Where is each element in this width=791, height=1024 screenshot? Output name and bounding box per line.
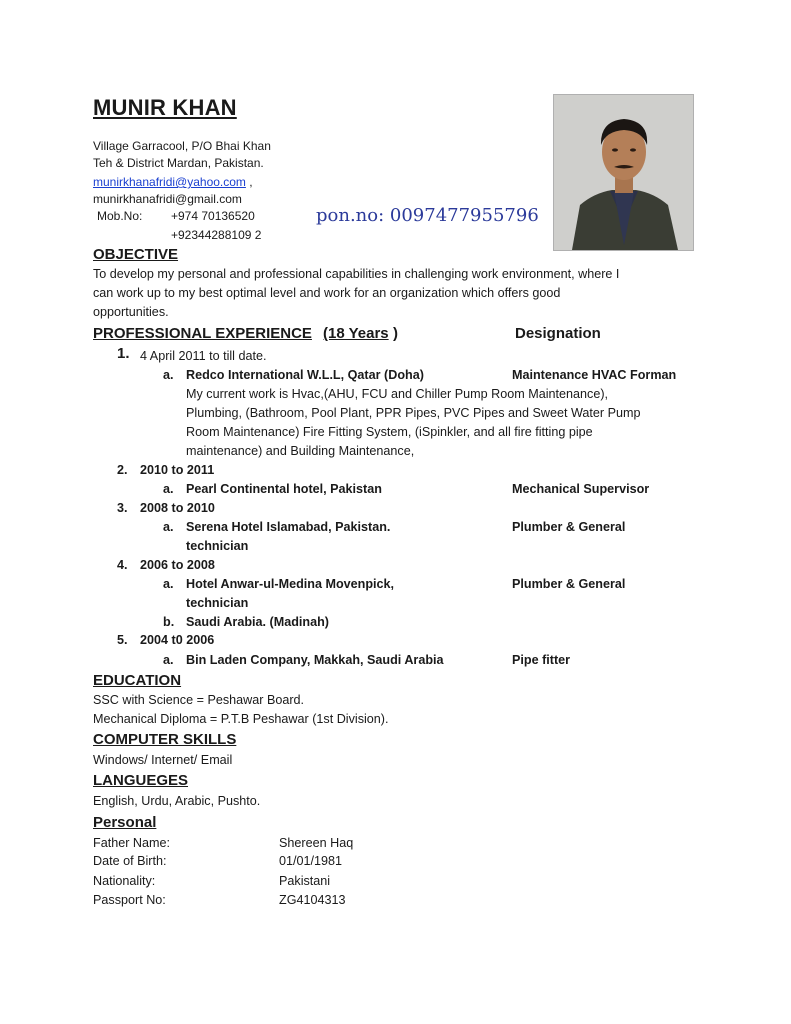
experience-designation-4: Plumber & General — [512, 577, 626, 591]
mobile-number-1: +974 70136520 — [171, 209, 255, 223]
email-line-1 — [93, 173, 253, 191]
personal-value-passport: ZG4104313 — [279, 893, 346, 907]
experience-years-text: (18 Years — [323, 325, 389, 342]
email-gmail: munirkhanafridi@gmail.com — [93, 192, 242, 206]
personal-label-father: Father Name: — [93, 836, 170, 850]
mobile-label: Mob.No: — [97, 209, 143, 223]
personal-value-father: Shereen Haq — [279, 836, 354, 850]
computer-skills-line-1: Windows/ Internet/ Email — [93, 753, 233, 767]
languages-line-1: English, Urdu, Arabic, Pushto. — [93, 794, 261, 808]
experience-company-5: Bin Laden Company, Makkah, Saudi Arabia — [186, 653, 444, 667]
experience-period-2: 2010 to 2011 — [140, 463, 215, 477]
education-line-2: Mechanical Diploma = P.T.B Peshawar (1st Division). — [93, 712, 389, 726]
personal-label-passport: Passport No: — [93, 893, 166, 907]
candidate-name: MUNIR KHAN — [93, 95, 237, 120]
mobile-number-2: +92344288109 2 — [171, 228, 262, 242]
objective-heading: OBJECTIVE — [93, 246, 179, 263]
education-line-1: SSC with Science = Peshawar Board. — [93, 693, 305, 707]
personal-heading: Personal — [93, 814, 157, 831]
experience-desc-1-line-3: Room Maintenance) Fire Fitting System, (iSpinkler, and all fire fitting pipe — [186, 425, 593, 439]
person-portrait-icon — [554, 95, 693, 250]
experience-company-1: Redco International W.L.L, Qatar (Doha) — [186, 368, 424, 382]
address-line-2: Teh & District Mardan, Pakistan. — [93, 156, 264, 170]
education-heading: EDUCATION — [93, 672, 182, 689]
experience-company-4: Hotel Anwar-ul-Medina Movenpick, — [186, 577, 395, 591]
experience-years — [323, 325, 389, 342]
email-link-yahoo[interactable]: munirkhanafridi@yahoo.com — [93, 175, 246, 189]
experience-designation-3: Plumber & General — [512, 520, 626, 534]
experience-period-4: 2006 to 2008 — [140, 558, 215, 572]
experience-desc-1-line-2: Plumbing, (Bathroom, Pool Plant, PPR Pipes, PVC Pipes and Sweet Water Pump — [186, 406, 641, 420]
experience-sub-letter-3a: a. — [163, 520, 174, 534]
personal-value-nationality: Pakistani — [279, 874, 331, 888]
experience-designation-2: Mechanical Supervisor — [512, 482, 650, 496]
experience-company-2: Pearl Continental hotel, Pakistan — [186, 482, 382, 496]
experience-company-3: Serena Hotel Islamabad, Pakistan. — [186, 520, 391, 534]
personal-label-dob: Date of Birth: — [93, 854, 167, 868]
experience-heading: PROFESSIONAL EXPERIENCE — [93, 325, 312, 342]
experience-number-1: 1. — [117, 345, 130, 362]
experience-designation-4-cont: technician — [186, 596, 249, 610]
experience-number-5: 5. — [117, 633, 128, 647]
experience-period-3: 2008 to 2010 — [140, 501, 215, 515]
experience-company-4b: Saudi Arabia. (Madinah) — [186, 615, 329, 629]
experience-sub-letter-4b: b. — [163, 615, 175, 629]
experience-desc-1-line-1: My current work is Hvac,(AHU, FCU and Chiller Pump Room Maintenance), — [186, 387, 609, 401]
computer-skills-heading: COMPUTER SKILLS — [93, 731, 237, 748]
profile-photo — [553, 94, 694, 251]
experience-desc-1-line-4: maintenance) and Building Maintenance, — [186, 444, 415, 458]
objective-text-line-1: To develop my personal and professional capabilities in challenging work environment, where I — [93, 267, 620, 281]
experience-designation-3-cont: technician — [186, 539, 249, 553]
experience-period-5: 2004 t0 2006 — [140, 633, 215, 647]
experience-years-close: ) — [393, 325, 398, 342]
experience-sub-letter-5a: a. — [163, 653, 174, 667]
personal-label-nationality: Nationality: — [93, 874, 156, 888]
experience-number-2: 2. — [117, 463, 128, 477]
phone-number: pon.no: 0097477955796 — [316, 205, 539, 226]
objective-text-line-2: can work up to my best optimal level and work for an organization which offers good — [93, 286, 561, 300]
objective-text-line-3: opportunities. — [93, 305, 169, 319]
address-line-1: Village Garracool, P/O Bhai Khan — [93, 139, 271, 153]
experience-sub-letter-1a: a. — [163, 368, 174, 382]
personal-value-dob: 01/01/1981 — [279, 854, 343, 868]
experience-designation-1: Maintenance HVAC Forman — [512, 368, 677, 382]
experience-period-1: 4 April 2011 to till date. — [140, 349, 267, 363]
experience-designation-5: Pipe fitter — [512, 653, 571, 667]
languages-heading: LANGUEGES — [93, 772, 189, 789]
designation-heading: Designation — [515, 325, 601, 342]
experience-number-3: 3. — [117, 501, 128, 515]
email-separator: , — [245, 175, 253, 189]
experience-sub-letter-4a: a. — [163, 577, 174, 591]
experience-number-4: 4. — [117, 558, 128, 572]
experience-sub-letter-2a: a. — [163, 482, 174, 496]
